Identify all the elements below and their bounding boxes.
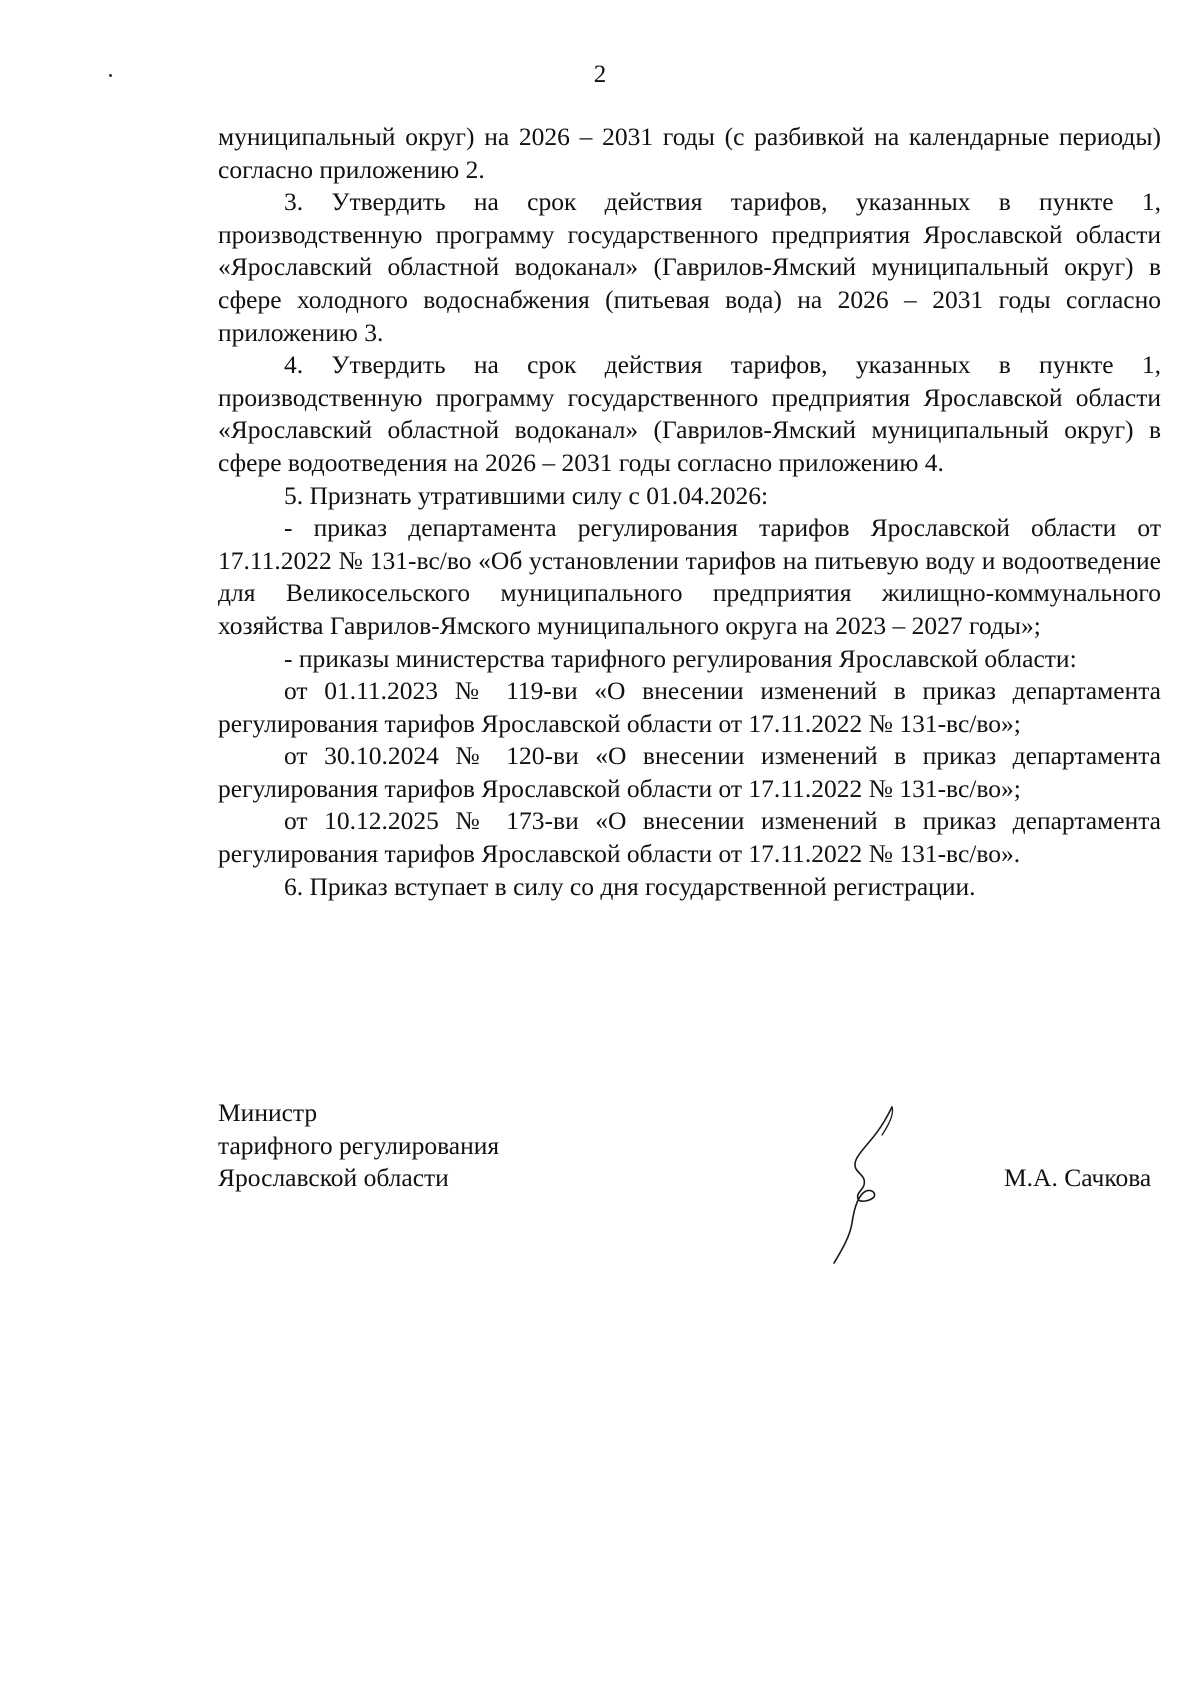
paragraph-amendment-2025: от 10.12.2025 № 173-ви «О внесении изменений в приказ департамента регулирования тарифов Ярославской области от 17.11.2022 № 131-вс/во». [218,806,1161,869]
paragraph-item-5: 5. Признать утратившими силу с 01.04.2026: [284,480,769,510]
signatory-title-line: Ярославской области [218,1163,449,1193]
paragraph-amendment-2024: от 30.10.2024 № 120-ви «О внесении изменений в приказ департамента регулирования тарифов Ярославской области от 17.11.2022 № 131-вс/во»; [218,741,1161,803]
signatory-name: М.А. Сачкова [1004,1163,1152,1192]
paragraph-repealed-ministry-orders: - приказы министерства тарифного регулирования Ярославской области: [284,643,1077,673]
handwritten-signature [830,1105,910,1265]
paragraph-amendment-2023: от 01.11.2023 № 119-ви «О внесении изменений в приказ департамента регулирования тарифов Ярославской области от 17.11.2022 № 131-вс/во»; [218,676,1161,738]
paragraph-item-3: 3. Утвердить на срок действия тарифов, указанных в пункте 1, производственную программу государственного предприятия Ярославской области «Ярославский областной водоканал» (Гаврилов-Ямский муниципальный округ) в сфере холодного водоснабжения (питьевая вода) на 2026 – 2031 годы согласно приложению 3. [218,187,1161,347]
signatory-position [218,1097,499,1195]
paragraph-repealed-order-2022: - приказ департамента регулирования тарифов Ярославской области от 17.11.2022 № 131-вс/во «Об установлении тарифов на питьевую воду и водоотведение для Великосельского муниципального предприятия жилищно-коммунального хозяйства Гаврилов-Ямского муниципального округа на 2023 – 2027 годы»; [218,513,1161,640]
signatory-title-line: Министр [218,1098,318,1127]
paragraph-item-4: 4. Утвердить на срок действия тарифов, указанных в пункте 1, производственную программу государственного предприятия Ярославской области «Ярославский областной водоканал» (Гаврилов-Ямский муниципальный округ) в сфере водоотведения на 2026 – 2031 годы согласно приложению 4. [218,350,1161,477]
signatory-title-line: тарифного регулирования [218,1130,500,1160]
paragraph-intro-continuation: муниципальный округ) на 2026 – 2031 годы (с разбивкой на календарные периоды) согласно приложению 2. [218,122,1161,184]
page-number: 2 [593,61,607,88]
document-body [218,121,1161,903]
paragraph-item-6: 6. Приказ вступает в силу со дня государственной регистрации. [284,871,976,901]
